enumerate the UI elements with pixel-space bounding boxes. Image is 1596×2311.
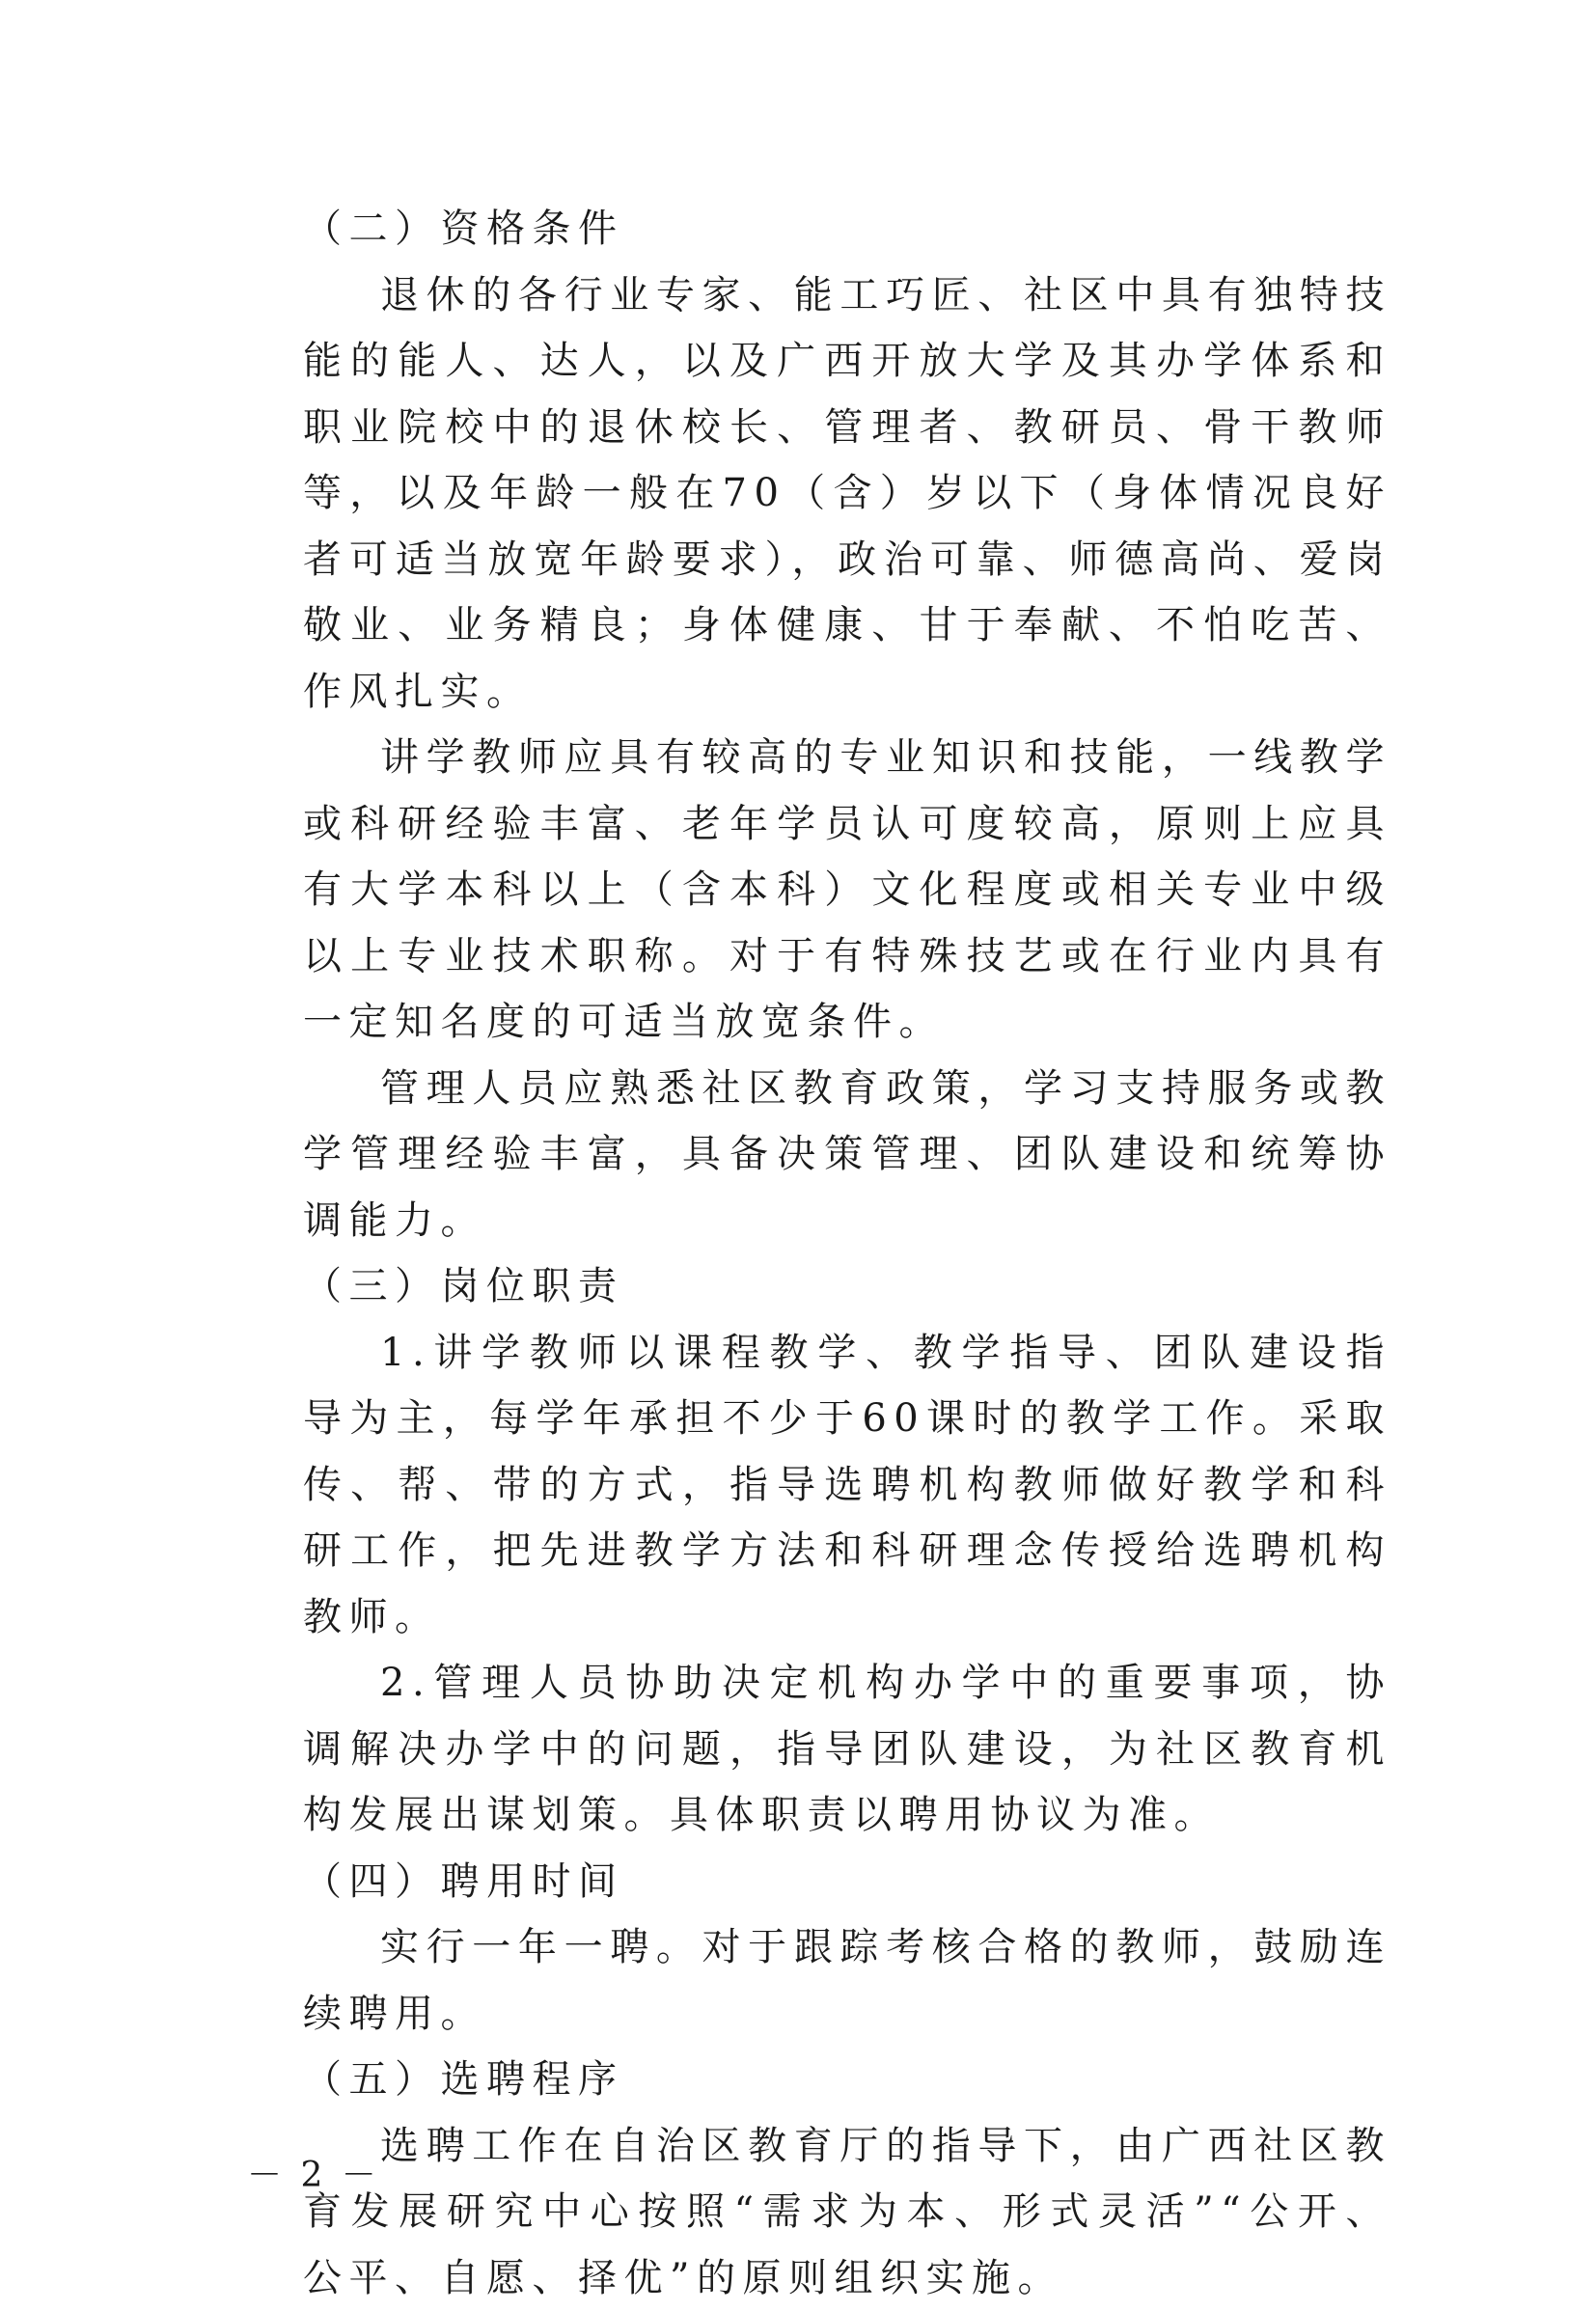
- paragraph-lecturer-requirements: 讲学教师应具有较高的专业知识和技能，一线教学或科研经验丰富、老年学员认可度较高，原则上应具有大学本科以上（含本科）文化程度或相关专业中级以上专业技术职称。对于有特殊技艺或在行业内具有一定知名度的可适当放宽条件。: [303, 725, 1391, 1056]
- paragraph-selection-procedure: 选聘工作在自治区教育厅的指导下，由广西社区教育发展研究中心按照“需求为本、形式灵活”“公开、公平、自愿、择优”的原则组织实施。: [303, 2113, 1391, 2311]
- paragraph-employment-period: 实行一年一聘。对于跟踪考核合格的教师，鼓励连续聘用。: [303, 1914, 1391, 2047]
- paragraph-eligible-persons: 退休的各行业专家、能工巧匠、社区中具有独特技能的能人、达人，以及广西开放大学及其办学体系和职业院校中的退休校长、管理者、教研员、骨干教师等，以及年龄一般在70（含）岁以下（身体情况良好者可适当放宽年龄要求），政治可靠、师德高尚、爱岗敬业、业务精良；身体健康、甘于奉献、不怕吃苦、作风扎实。: [303, 262, 1391, 726]
- page-number: － 2 －: [247, 2148, 380, 2197]
- paragraph-manager-requirements: 管理人员应熟悉社区教育政策，学习支持服务或教学管理经验丰富，具备决策管理、团队建设和统筹协调能力。: [303, 1056, 1391, 1254]
- section-heading-duties: （三）岗位职责: [303, 1253, 1391, 1320]
- section-heading-selection-procedure: （五）选聘程序: [303, 2047, 1391, 2113]
- paragraph-lecturer-duties: 1.讲学教师以课程教学、教学指导、团队建设指导为主，每学年承担不少于60课时的教学工作。采取传、帮、带的方式，指导选聘机构教师做好教学和科研工作，把先进教学方法和科研理念传授给选聘机构教师。: [303, 1320, 1391, 1651]
- document-body: [303, 196, 1391, 2311]
- paragraph-manager-duties: 2.管理人员协助决定机构办学中的重要事项，协调解决办学中的问题，指导团队建设，为社区教育机构发展出谋划策。具体职责以聘用协议为准。: [303, 1650, 1391, 1849]
- section-heading-employment-period: （四）聘用时间: [303, 1849, 1391, 1915]
- section-heading-qualifications: （二）资格条件: [303, 196, 1391, 262]
